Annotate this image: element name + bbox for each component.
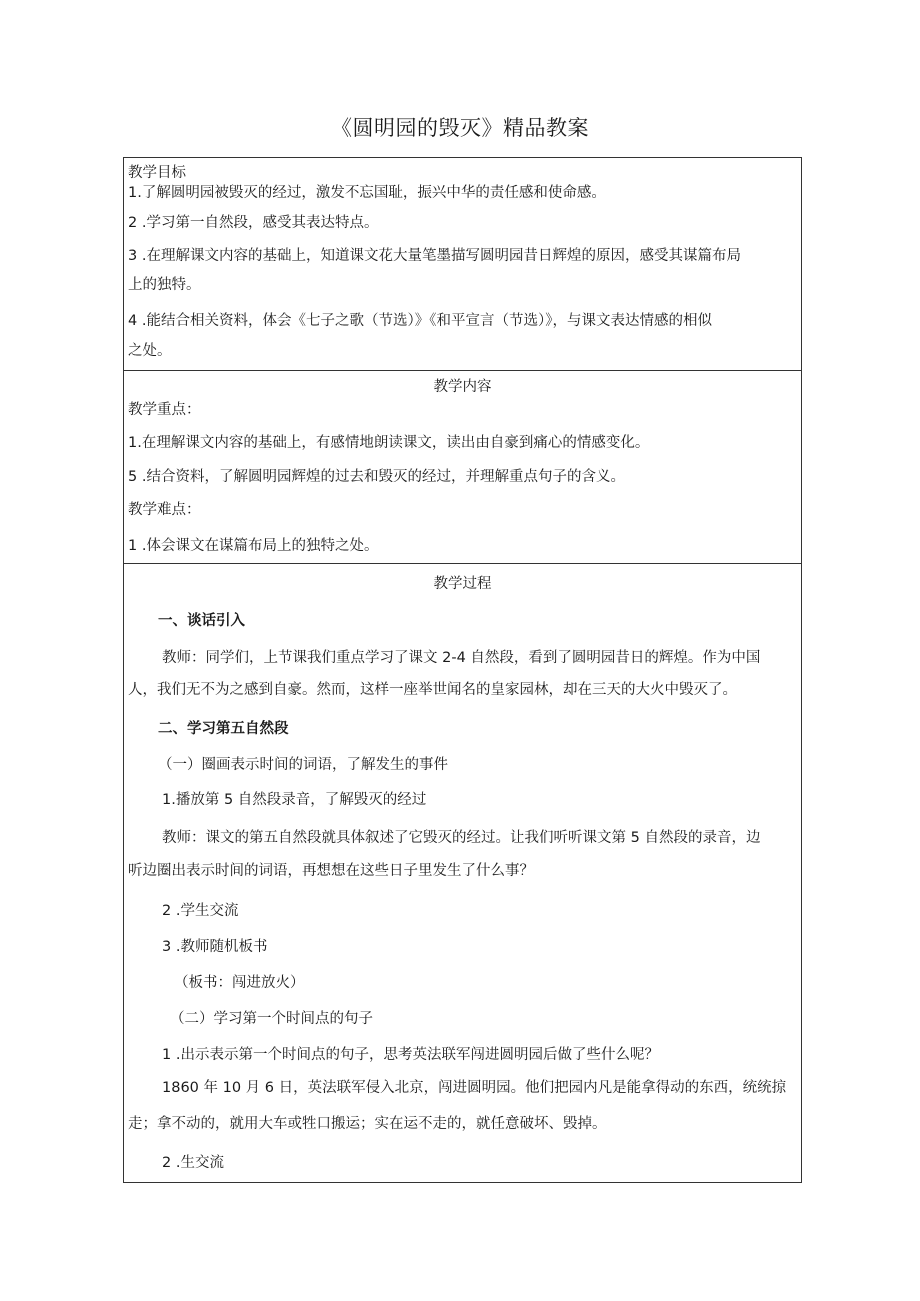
goal-line: 4 .能结合相关资料，体会《七子之歌（节选）》《和平宣言（节选）》，与课文表达情感的相似 bbox=[128, 313, 712, 329]
step-line: 2 .学生交流 bbox=[162, 903, 239, 919]
key-points-label: 教学重点： bbox=[128, 402, 201, 418]
section-title: 一、谈话引入 bbox=[158, 613, 245, 629]
subsection-title: （二）学习第一个时间点的句子 bbox=[170, 1011, 373, 1027]
teaching-content-section bbox=[124, 371, 801, 564]
goal-line: 之处。 bbox=[128, 343, 172, 359]
difficulty-line: 1 .体会课文在谋篇布局上的独特之处。 bbox=[128, 538, 379, 554]
process-heading: 教学过程 bbox=[433, 576, 492, 592]
step-line: 1 .出示表示第一个时间点的句子，思考英法联军闯进圆明园后做了些什么呢？ bbox=[162, 1047, 659, 1063]
lesson-plan-table bbox=[123, 157, 802, 1183]
step-line: 3 .教师随机板书 bbox=[162, 939, 268, 955]
goals-heading: 教学目标 bbox=[128, 165, 186, 181]
step-line: 1.播放第 5 自然段录音，了解毁灭的经过 bbox=[162, 792, 427, 808]
goal-line: 1.了解圆明园被毁灭的经过，激发不忘国耻，振兴中华的责任感和使命感。 bbox=[128, 185, 606, 201]
quote-line: 走；拿不动的，就用大车或牲口搬运；实在运不走的，就任意破坏、毁掉。 bbox=[128, 1116, 607, 1132]
step-line: 2 .生交流 bbox=[162, 1155, 224, 1171]
key-point-line: 1.在理解课文内容的基础上，有感情地朗读课文，读出由自豪到痛心的情感变化。 bbox=[128, 435, 650, 451]
section-title: 二、学习第五自然段 bbox=[158, 721, 289, 737]
document-title: 《圆明园的毁灭》精品教案 bbox=[331, 116, 589, 140]
paragraph-line: 教师：同学们，上节课我们重点学习了课文 2-4 自然段，看到了圆明园昔日的辉煌。作为中国 bbox=[162, 650, 761, 666]
goal-line: 上的独特。 bbox=[128, 277, 201, 293]
quote-line: 1860 年 10 月 6 日，英法联军侵入北京，闯进圆明园。他们把园内凡是能拿得动的东西，统统掠 bbox=[162, 1080, 787, 1096]
paragraph-line: 听边圈出表示时间的词语，再想想在这些日子里发生了什么事？ bbox=[128, 863, 534, 879]
key-point-line: 5 .结合资料，了解圆明园辉煌的过去和毁灭的经过，并理解重点句子的含义。 bbox=[128, 469, 625, 485]
paragraph-line: 教师：课文的第五自然段就具体叙述了它毁灭的经过。让我们听听课文第 5 自然段的录音，边 bbox=[162, 830, 761, 846]
difficulty-label: 教学难点： bbox=[128, 502, 201, 518]
goal-line: 2 .学习第一自然段，感受其表达特点。 bbox=[128, 215, 379, 231]
goal-line: 3 .在理解课文内容的基础上，知道课文花大量笔墨描写圆明园昔日辉煌的原因，感受其谋篇布局 bbox=[128, 248, 741, 264]
paragraph-line: 人，我们无不为之感到自豪。然而，这样一座举世闻名的皇家园林，却在三天的大火中毁灭了。 bbox=[128, 682, 737, 698]
board-note: （板书：闯进放火） bbox=[174, 975, 305, 991]
subsection-title: （一）圈画表示时间的词语，了解发生的事件 bbox=[158, 757, 448, 773]
content-heading: 教学内容 bbox=[433, 379, 492, 395]
teaching-goals-section bbox=[124, 158, 801, 371]
teaching-process-section bbox=[124, 564, 801, 1182]
